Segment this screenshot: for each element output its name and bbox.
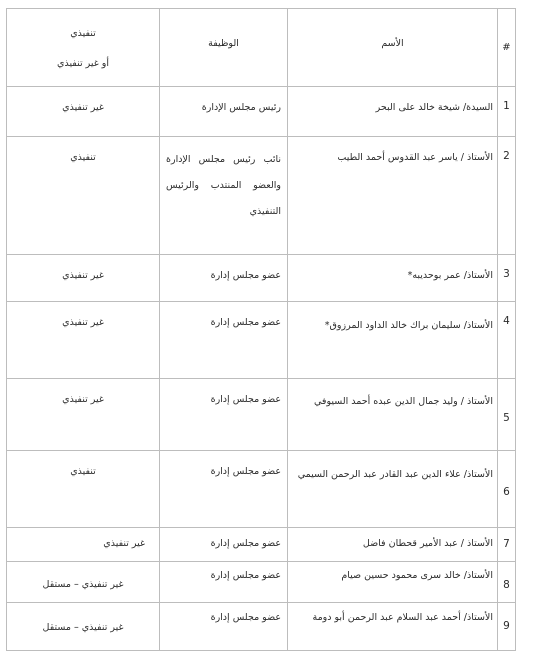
row-number: 2: [498, 137, 516, 255]
member-name: الأستاذ/ سليمان براك خالد الداود المرزوق*: [288, 302, 498, 379]
member-name: الأستاذ/ علاء الدين عبد القادر عبد الرحمن السيمي: [288, 451, 498, 528]
table-row: [7, 137, 516, 255]
member-role: عضو مجلس إدارة: [160, 562, 288, 603]
member-status: غير تنفيذي – مستقل: [7, 603, 160, 651]
member-status: غير تنفيذي: [7, 87, 160, 137]
header-number: #: [498, 9, 516, 87]
table-row: [7, 379, 516, 451]
table-header-row: [7, 9, 516, 87]
member-status: تنفيذي: [7, 451, 160, 528]
row-number: 3: [498, 255, 516, 302]
member-role: رئيس مجلس الإدارة: [160, 87, 288, 137]
member-role: عضو مجلس إدارة: [160, 603, 288, 651]
header-status-line1: تنفيذي: [70, 28, 96, 39]
member-role: نائب رئيس مجلس الإدارة والعضو المنتدب والرئيس التنفيذي: [160, 137, 288, 255]
member-name: الأستاذ/ عمر بوحديبه*: [288, 255, 498, 302]
member-status: غير تنفيذي – مستقل: [7, 562, 160, 603]
member-name: الأستاذ / عبد الأمير قحطان فاضل: [288, 528, 498, 562]
header-status-line2: أو غير تنفيذي: [57, 58, 109, 69]
board-members-table: [6, 8, 516, 651]
row-number: 6: [498, 451, 516, 528]
table-row: [7, 562, 516, 603]
member-status: غير تنفيذي: [7, 528, 160, 562]
row-number: 9: [498, 603, 516, 651]
row-number: 7: [498, 528, 516, 562]
row-number: 8: [498, 562, 516, 603]
row-number: 4: [498, 302, 516, 379]
member-name: السيدة/ شيخة خالد على البحر: [288, 87, 498, 137]
member-role: عضو مجلس إدارة: [160, 255, 288, 302]
table-row: [7, 87, 516, 137]
member-name: الأستاذ / وليد جمال الدين عبده أحمد السيوفي: [288, 379, 498, 451]
member-role: عضو مجلس إدارة: [160, 379, 288, 451]
member-name: الأستاذ/ خالد سرى محمود حسين صيام: [288, 562, 498, 603]
table-row: [7, 451, 516, 528]
member-role: عضو مجلس إدارة: [160, 451, 288, 528]
member-role: عضو مجلس إدارة: [160, 302, 288, 379]
member-status: غير تنفيذي: [7, 379, 160, 451]
row-number: 5: [498, 379, 516, 451]
table-row: [7, 528, 516, 562]
table-row: [7, 603, 516, 651]
member-role: عضو مجلس إدارة: [160, 528, 288, 562]
member-name: الأستاذ / ياسر عبد القدوس أحمد الطيب: [288, 137, 498, 255]
member-status: غير تنفيذي: [7, 255, 160, 302]
row-number: 1: [498, 87, 516, 137]
member-status: غير تنفيذي: [7, 302, 160, 379]
header-role: الوظيفة: [160, 9, 288, 87]
header-status: [7, 9, 160, 87]
header-name: الأسم: [288, 9, 498, 87]
table-row: [7, 302, 516, 379]
member-name: الأستاذ/ أحمد عبد السلام عبد الرحمن أبو دومة: [288, 603, 498, 651]
member-status: تنفيذي: [7, 137, 160, 255]
table-row: [7, 255, 516, 302]
